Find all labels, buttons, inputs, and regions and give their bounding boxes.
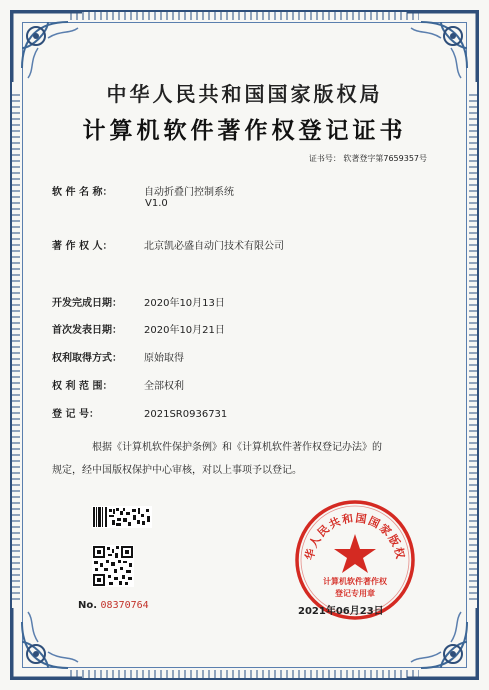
seal-line: 登记专用章 xyxy=(335,589,375,598)
field-value: 全部权利 xyxy=(144,381,184,392)
issue-date: 2021年06月23日 xyxy=(298,606,384,617)
field-label: 登 记 号： xyxy=(52,409,99,420)
field-scope xyxy=(52,377,184,392)
field-software-name xyxy=(52,183,234,209)
field-registration xyxy=(52,405,227,420)
field-label: 软 件 名 称： xyxy=(52,187,113,198)
field-label: 权利取得方式： xyxy=(52,353,122,364)
field-label: 开发完成日期： xyxy=(52,298,122,309)
statement-line: 规定，经中国版权保护中心审核，对以上事项予以登记。 xyxy=(52,465,302,476)
field-value: 2021SR0936731 xyxy=(144,409,228,420)
top-frieze xyxy=(70,12,419,20)
serial-label: No. xyxy=(78,600,98,611)
statement xyxy=(52,436,442,482)
field-publish-date xyxy=(52,321,225,336)
corner-ornament-icon xyxy=(8,604,86,682)
left-frieze xyxy=(12,90,20,600)
barcode-icon xyxy=(92,506,152,528)
field-value: 2020年10月13日 xyxy=(144,298,225,309)
corner-ornament-icon xyxy=(403,8,481,86)
field-value: 自动折叠门控制系统 xyxy=(144,187,234,198)
field-value: 原始取得 xyxy=(144,353,184,364)
seal-line: 计算机软件著作权 xyxy=(323,577,387,586)
field-label: 著 作 权 人： xyxy=(52,241,113,252)
field-value: 2020年10月21日 xyxy=(144,325,225,336)
right-frieze xyxy=(469,90,477,600)
bottom-frieze xyxy=(70,670,419,678)
corner-ornament-icon xyxy=(8,8,86,86)
qr-code-icon xyxy=(92,545,134,587)
field-acquisition xyxy=(52,349,184,364)
field-value: 北京凯必盛自动门技术有限公司 xyxy=(144,241,284,252)
field-completion-date xyxy=(52,294,225,309)
serial-value: 08370764 xyxy=(100,600,149,611)
seal-ring-text: 华人民共和国国家版权 xyxy=(302,511,408,562)
issuer-title: 中华人民共和国国家版权局 xyxy=(106,82,383,106)
statement-line: 根据《计算机软件保护条例》和《计算机软件著作权登记办法》的 xyxy=(92,442,382,453)
software-version: V1.0 xyxy=(145,198,168,209)
serial-number xyxy=(78,600,149,611)
field-copyright-holder xyxy=(52,237,284,252)
certificate-title: 计算机软件著作权登记证书 xyxy=(82,118,407,144)
certificate-number: 证书号： 软著登字第7659357号 xyxy=(308,154,427,163)
field-label: 权 利 范 围： xyxy=(52,381,113,392)
field-label: 首次发表日期： xyxy=(52,325,122,336)
